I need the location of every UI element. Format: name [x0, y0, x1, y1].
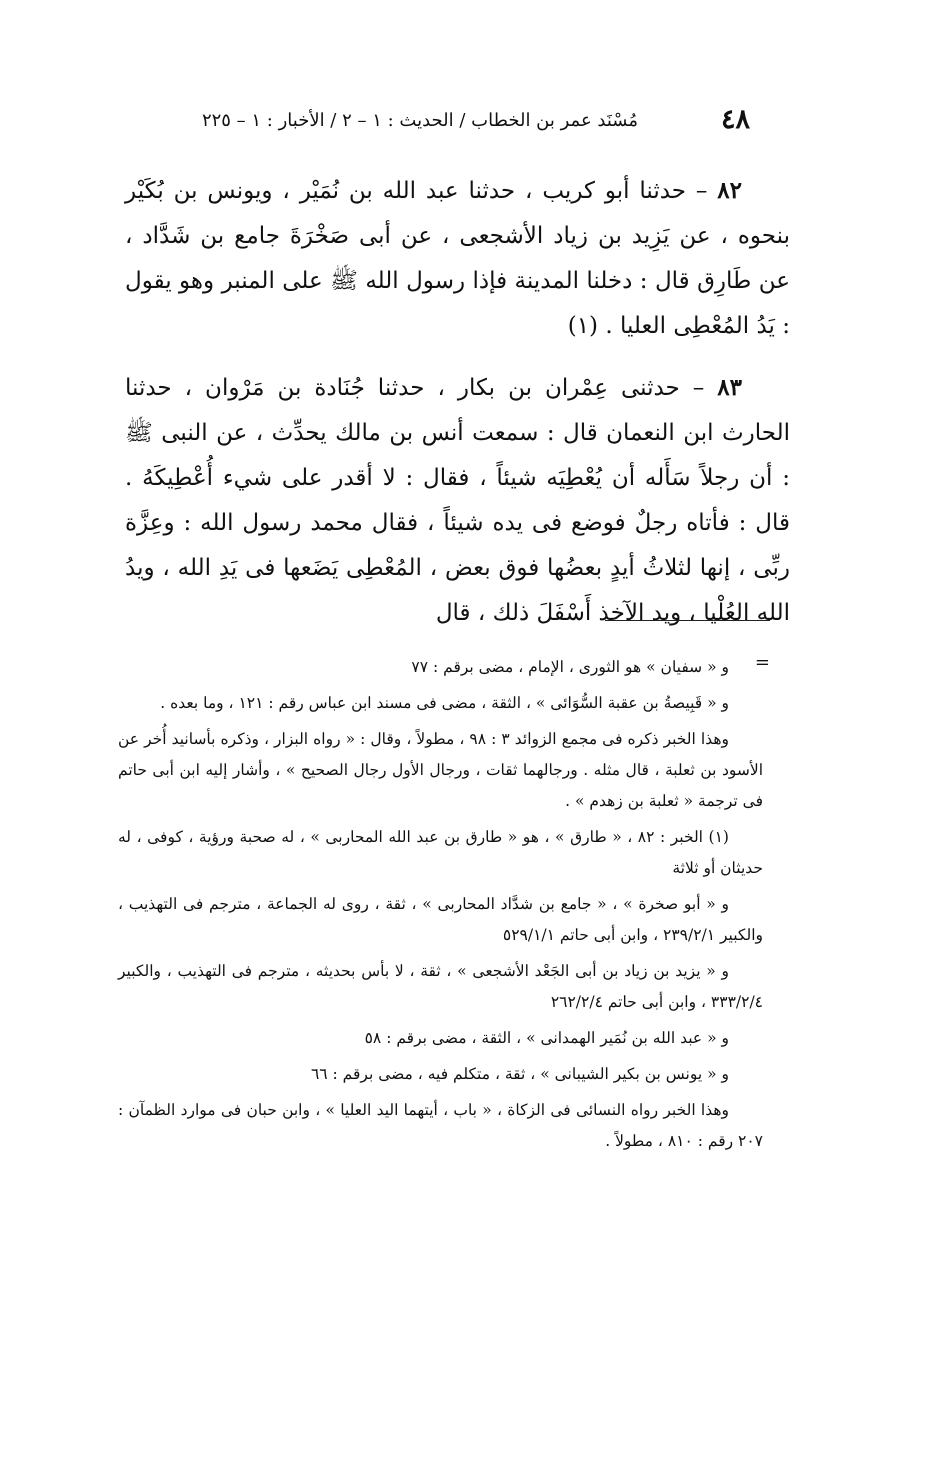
footnote: وهذا الخبر ذكره فى مجمع الزوائد ٣ : ٩٨ ، مطولاً ، وقال : « رواه البزار ، وذكره بأسانيد أُخر عن الأسود بن ثعلبة ، قال مثله . ورجالهما ثقات ، ورجال الأول رجال الصحيح » ، وأشار إليه ابن أبى حاتم فى ترجمة « ثعلبة بن زهدم » . — [118, 730, 763, 810]
footnote: (١) الخبر : ٨٢ ، « طارق » ، هو « طارق بن عبد الله المحاربى » ، له صحبة ورؤية ، كوفى ، له حديثان أو ثلاثة — [118, 828, 763, 877]
footnotes — [118, 652, 763, 1162]
hadith-83 — [125, 365, 790, 636]
footnote: و « يونس بن بكير الشيبانى » ، ثقة ، متكلم فيه ، مضى برقم : ٦٦ — [310, 1065, 729, 1083]
footnote-divider — [605, 620, 770, 621]
hadith-number: ٨٣ — [717, 374, 742, 401]
footnote: وهذا الخبر رواه النسائى فى الزكاة ، « باب ، أيتهما اليد العليا » ، وابن حبان فى موارد الظمآن : ٢٠٧ رقم : ٨١٠ ، مطولاً . — [118, 1101, 763, 1150]
hadith-text: – حدثنى عِمْران بن بكار ، حدثنا جُنَادة بن مَرْوان ، حدثنا الحارث ابن النعمان قال : سمعت أنس بن مالك يحدِّث ، عن النبى ﷺ : أن رجلاً سَأَله أن يُعْطِيَه شيئاً ، فقال : لا أقدر على شيء أُعْطِيكَهُ . قال : فأتاه رجلٌ فوضع فى يده شيئاً ، فقال محمد رسول الله : وعِزَّة ربِّى ، إنها لثلاثُ أيدٍ بعضُها فوق بعض ، المُعْطِى يَضَعها فى يَدِ الله ، ويدُ الله العُلْيا ، ويد الآخذ أَسْفَلَ ذلك ، قال — [125, 375, 790, 626]
running-head: مُسْنَد عمر بن الخطاب / الحديث : ١ – ٢ / الأخبار : ١ – ٢٢٥ — [201, 110, 638, 131]
main-text — [125, 168, 790, 652]
footnote: و « أبو صخرة » ، « جامع بن شدَّاد المحاربى » ، ثقة ، روى له الجماعة ، مترجم فى التهذيب ، والكبير ٢٣٩/٢/١ ، وابن أبى حاتم ٥٢٩/١/١ — [118, 895, 763, 944]
footnote: و « يزيد بن زياد بن أبى الجَعْد الأشجعى » ، ثقة ، لا بأس بحديثه ، مترجم فى التهذيب ، والكبير ٣٣٣/٢/٤ ، وابن أبى حاتم ٢٦٢/٢/٤ — [118, 962, 763, 1011]
hadith-number: ٨٢ — [717, 177, 743, 204]
hadith-82 — [125, 168, 790, 349]
footnote-continuation-mark: = — [754, 652, 770, 673]
footnote: و « قَبِيصةُ بن عقبة السُّوَائى » ، الثقة ، مضى فى مسند ابن عباس رقم : ١٢١ ، وما بعده . — [160, 694, 729, 712]
hadith-text: – حدثنا أبو كريب ، حدثنا عبد الله بن نُمَيْر ، ويونس بن بُكَيْر بنحوه ، عن يَزِيد بن زياد الأشجعى ، عن أبى صَخْرَةَ جامع بن شَدَّاد ، عن طَارِق قال : دخلنا المدينة فإذا رسول الله ﷺ على المنبر وهو يقول : يَدُ المُعْطِى العليا . (١) — [125, 178, 790, 339]
page-header — [150, 100, 750, 140]
footnote: و « سفيان » هو الثورى ، الإمام ، مضى برقم : ٧٧ — [411, 658, 729, 676]
page-number: ٤٨ — [720, 104, 750, 135]
footnote: و « عبد الله بن نُمَير الهمدانى » ، الثقة ، مضى برقم : ٥٨ — [364, 1029, 729, 1047]
